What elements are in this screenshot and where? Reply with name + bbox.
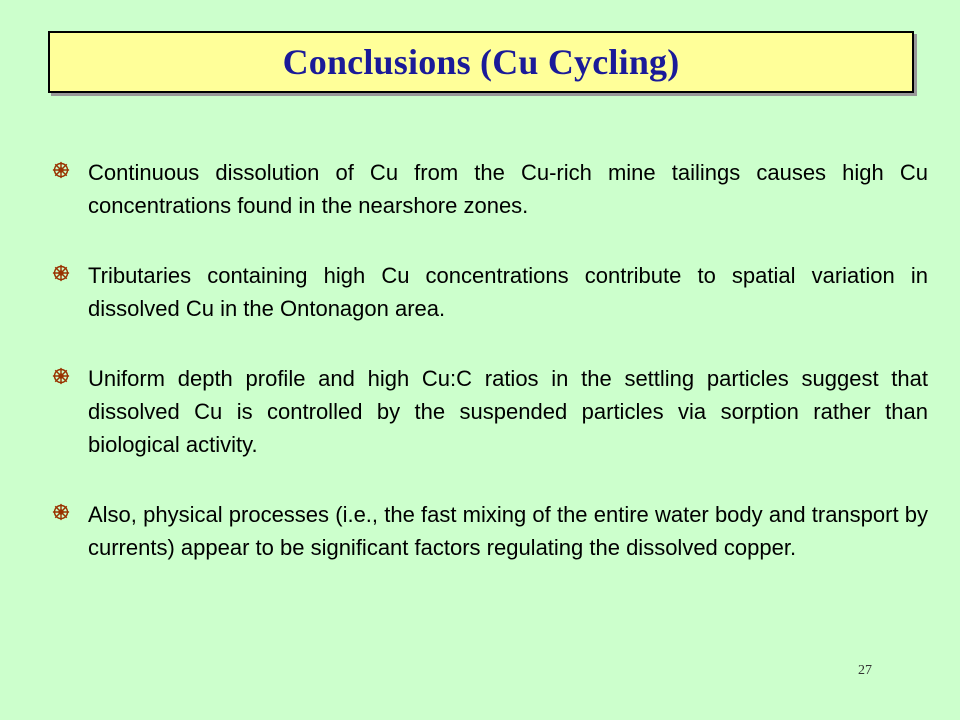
wheel-bullet-icon (52, 161, 70, 179)
bullet-item (52, 498, 928, 564)
bullet-text: Tributaries containing high Cu concentrations contribute to spatial variation in dissolved Cu in the Ontonagon area. (88, 263, 928, 321)
wheel-bullet-icon (52, 367, 70, 385)
bullet-list (52, 156, 928, 601)
bullet-item (52, 362, 928, 461)
title-box (48, 31, 914, 93)
bullet-text: Also, physical processes (i.e., the fast mixing of the entire water body and transport by currents) appear to be significant factors regulating the dissolved copper. (88, 502, 928, 560)
wheel-bullet-icon (52, 264, 70, 282)
bullet-text: Continuous dissolution of Cu from the Cu-rich mine tailings causes high Cu concentrations found in the nearshore zones. (88, 160, 928, 218)
bullet-item (52, 156, 928, 222)
wheel-bullet-icon (52, 503, 70, 521)
page-number: 27 (858, 663, 872, 678)
slide-title: Conclusions (Cu Cycling) (282, 42, 680, 82)
bullet-text: Uniform depth profile and high Cu:C ratios in the settling particles suggest that dissolved Cu is controlled by the suspended particles via sorption rather than biological activity. (88, 366, 928, 457)
bullet-item (52, 259, 928, 325)
